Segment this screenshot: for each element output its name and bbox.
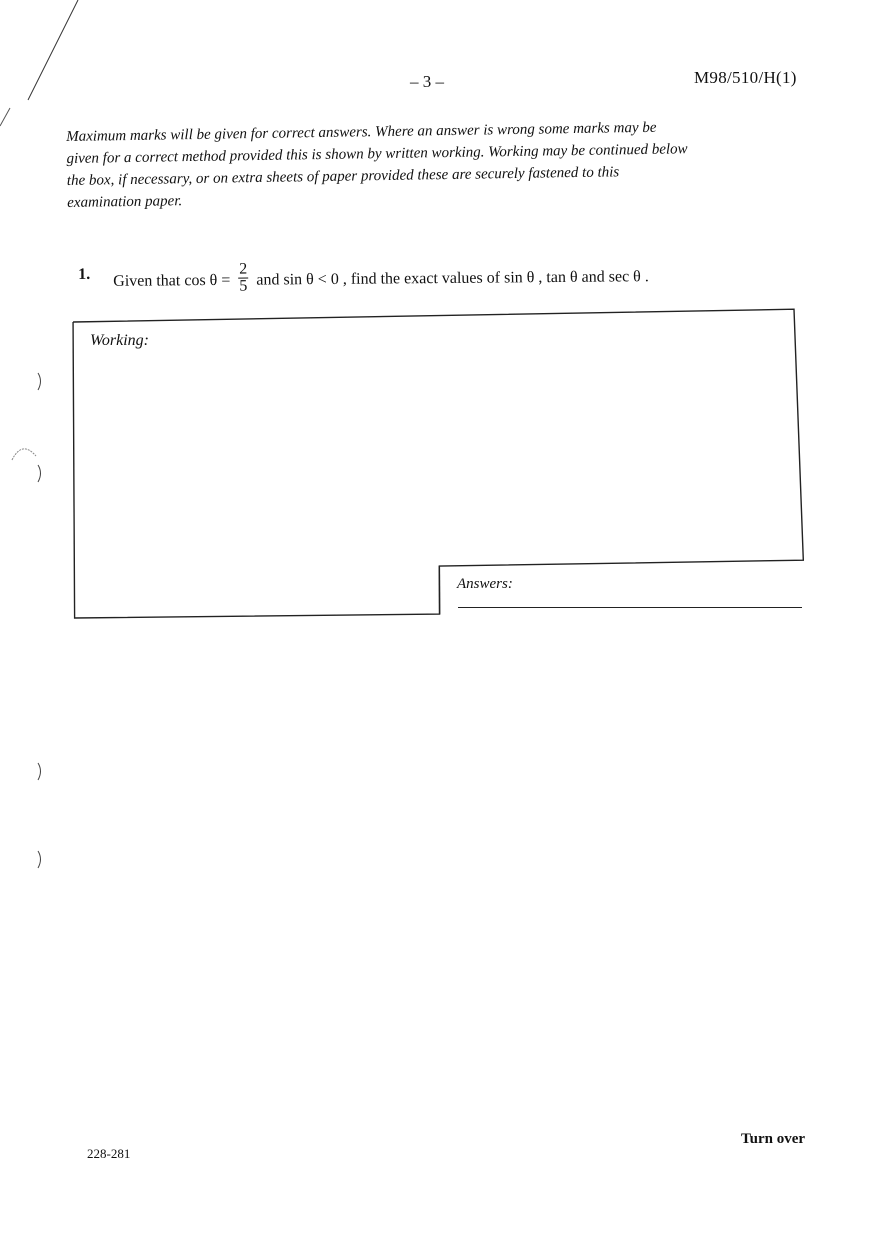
punch-hole-mark bbox=[38, 763, 41, 780]
fraction-numerator: 2 bbox=[239, 260, 248, 278]
exam-code: M98/510/H(1) bbox=[694, 68, 797, 87]
box-border bbox=[73, 309, 804, 618]
working-label: Working: bbox=[90, 332, 149, 349]
punch-hole-mark bbox=[38, 373, 41, 390]
instructions-line: the box, if necessary, or on extra sheets of paper provided these are securely fastened to this bbox=[66, 164, 620, 189]
page-number: – 3 – bbox=[410, 72, 444, 91]
punch-hole-mark bbox=[38, 465, 41, 482]
question-prefix: Given that cos θ = bbox=[113, 271, 231, 290]
page-code: 228-281 bbox=[87, 1146, 131, 1161]
fold-line-tail bbox=[0, 108, 10, 126]
punch-hole-smudge bbox=[12, 449, 36, 460]
punch-hole-mark bbox=[38, 851, 41, 868]
fraction bbox=[238, 262, 248, 295]
fraction-denominator: 5 bbox=[239, 277, 248, 295]
question-number: 1. bbox=[78, 265, 91, 283]
instructions-paragraph bbox=[66, 115, 799, 214]
answers-label: Answers: bbox=[457, 576, 513, 592]
fold-line bbox=[28, 0, 78, 100]
question-suffix: and sin θ < 0 , find the exact values of sin θ , tan θ and sec θ . bbox=[256, 268, 649, 289]
turn-over-label: Turn over bbox=[741, 1131, 806, 1147]
answer-line[interactable] bbox=[458, 607, 802, 608]
working-box[interactable] bbox=[72, 308, 800, 620]
question-1 bbox=[78, 250, 798, 295]
question-text bbox=[113, 261, 649, 299]
working-box-outline bbox=[72, 308, 806, 624]
instructions-line: examination paper. bbox=[67, 193, 183, 211]
instructions-line: given for a correct method provided this is shown by written working. Working may be continued below bbox=[66, 141, 688, 167]
instructions-line: Maximum marks will be given for correct answers. Where an answer is wrong some marks may be bbox=[66, 119, 657, 145]
